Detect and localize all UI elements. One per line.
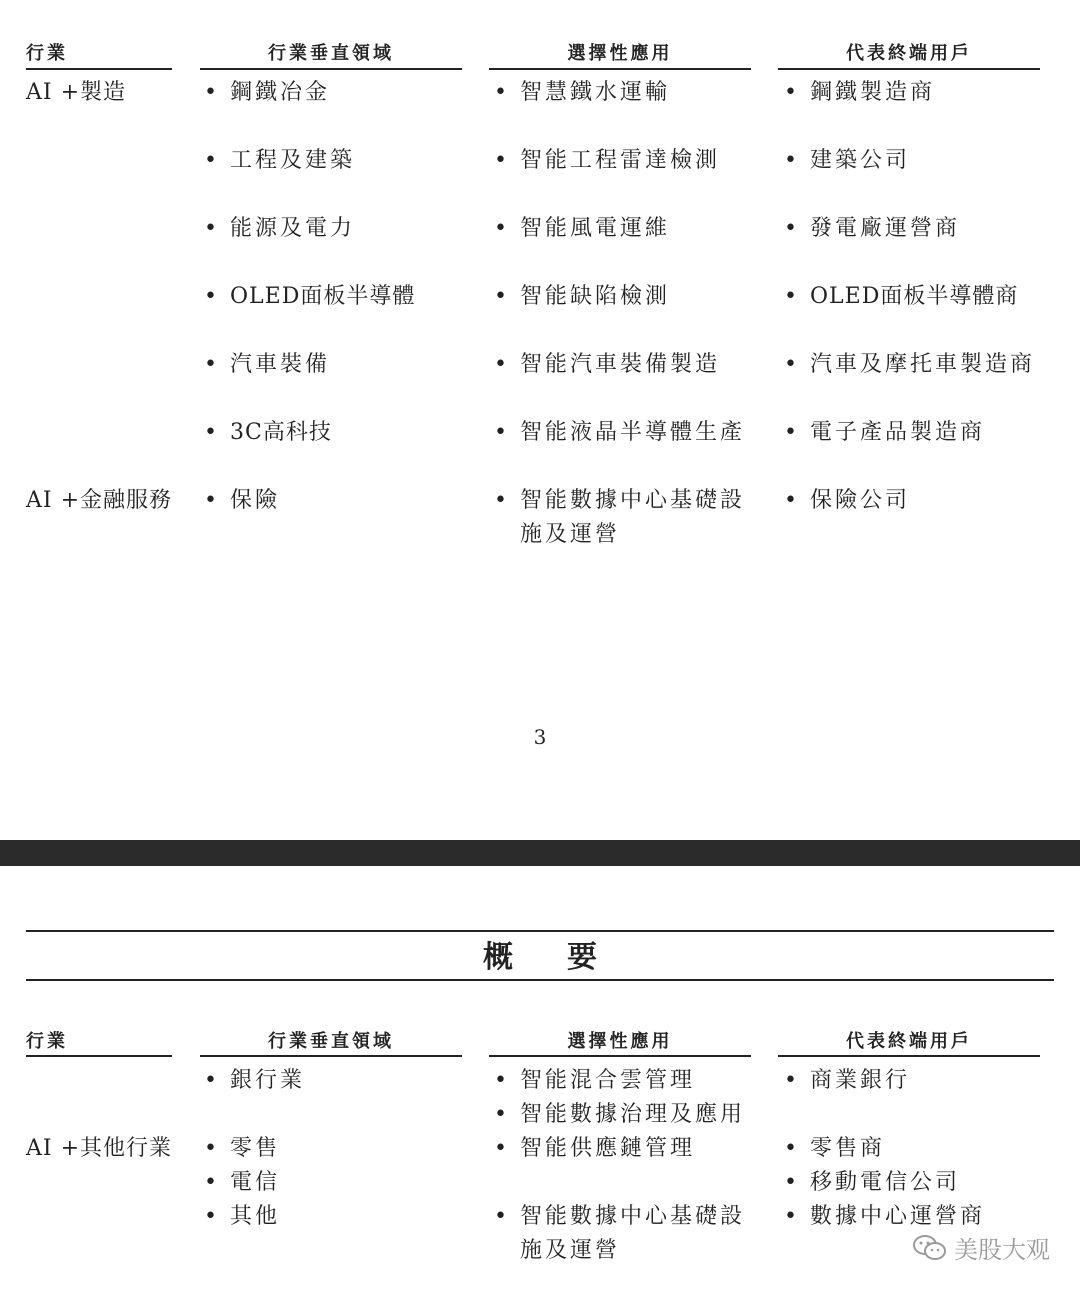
end-user-item: • OLED面板半導體商: [784, 280, 1018, 314]
vertical-item: • 汽車裝備: [204, 348, 330, 382]
header-rule: [778, 1055, 1040, 1057]
application-item: • 智能工程雷達檢測: [494, 144, 720, 178]
application-item: • 智能缺陷檢測: [494, 280, 670, 314]
industry-cell: AI +其他行業: [26, 1136, 173, 1161]
vertical-item: • 工程及建築: [204, 144, 355, 178]
end-user-item: • 鋼鐵製造商: [784, 76, 935, 110]
title-rule-top: [26, 930, 1054, 932]
vertical-item: • 鋼鐵冶金: [204, 76, 330, 110]
vertical-item: • 銀行業: [204, 1064, 305, 1098]
title-rule-bottom: [26, 979, 1054, 981]
header-vertical: 行業垂直領域: [268, 1031, 394, 1052]
industry-cell: AI +金融服務: [26, 488, 173, 513]
header-end-user: 代表終端用戶: [846, 1031, 972, 1052]
wechat-icon: [912, 1233, 948, 1263]
vertical-item: • 保險: [204, 484, 280, 518]
application-item: • 智慧鐵水運輸: [494, 76, 670, 110]
end-user-item: • 電子產品製造商: [784, 416, 985, 450]
application-item: • 智能數據治理及應用: [494, 1098, 745, 1132]
vertical-item: • 零售: [204, 1132, 280, 1166]
vertical-item: • 其他: [204, 1200, 280, 1234]
vertical-item: • 電信: [204, 1166, 280, 1200]
end-user-item: • 建築公司: [784, 144, 910, 178]
page-number: 3: [533, 725, 547, 749]
end-user-item: • 保險公司: [784, 484, 910, 518]
application-item: • 智能風電運維: [494, 212, 670, 246]
vertical-item: • 3C高科技: [204, 416, 332, 450]
header-vertical: 行業垂直領域: [268, 43, 394, 64]
industry-cell: AI +製造: [26, 80, 127, 105]
vertical-item: • 能源及電力: [204, 212, 355, 246]
end-user-item: • 移動電信公司: [784, 1166, 960, 1200]
application-item: • 智能混合雲管理: [494, 1064, 695, 1098]
header-rule: [200, 68, 462, 70]
vertical-item: • OLED面板半導體: [204, 280, 415, 314]
application-item: • 智能液晶半導體生產: [494, 416, 745, 450]
end-user-item: • 商業銀行: [784, 1064, 910, 1098]
header-rule: [26, 1055, 172, 1057]
application-item: • 智能數據中心基礎設 施及運營: [494, 1200, 745, 1268]
header-end-user: 代表終端用戶: [846, 43, 972, 64]
header-industry: 行業: [26, 1031, 68, 1052]
end-user-item: • 發電廠運營商: [784, 212, 960, 246]
header-rule: [200, 1055, 462, 1057]
watermark-text: 美股大观: [954, 1236, 1050, 1264]
end-user-item: • 數據中心運營商: [784, 1200, 985, 1234]
header-rule: [489, 68, 751, 70]
header-rule: [26, 68, 172, 70]
application-item: • 智能數據中心基礎設 施及運營: [494, 484, 745, 552]
header-rule: [489, 1055, 751, 1057]
header-industry: 行業: [26, 43, 68, 64]
application-item: • 智能汽車裝備製造: [494, 348, 720, 382]
watermark: [912, 1230, 1050, 1265]
header-rule: [778, 68, 1040, 70]
header-application: 選擇性應用: [567, 1031, 673, 1052]
application-item: • 智能供應鏈管理: [494, 1132, 695, 1166]
end-user-item: • 零售商: [784, 1132, 885, 1166]
section-title: 概要: [483, 940, 651, 975]
header-application: 選擇性應用: [567, 43, 673, 64]
page-separator: [0, 840, 1080, 866]
end-user-item: • 汽車及摩托車製造商: [784, 348, 1035, 382]
